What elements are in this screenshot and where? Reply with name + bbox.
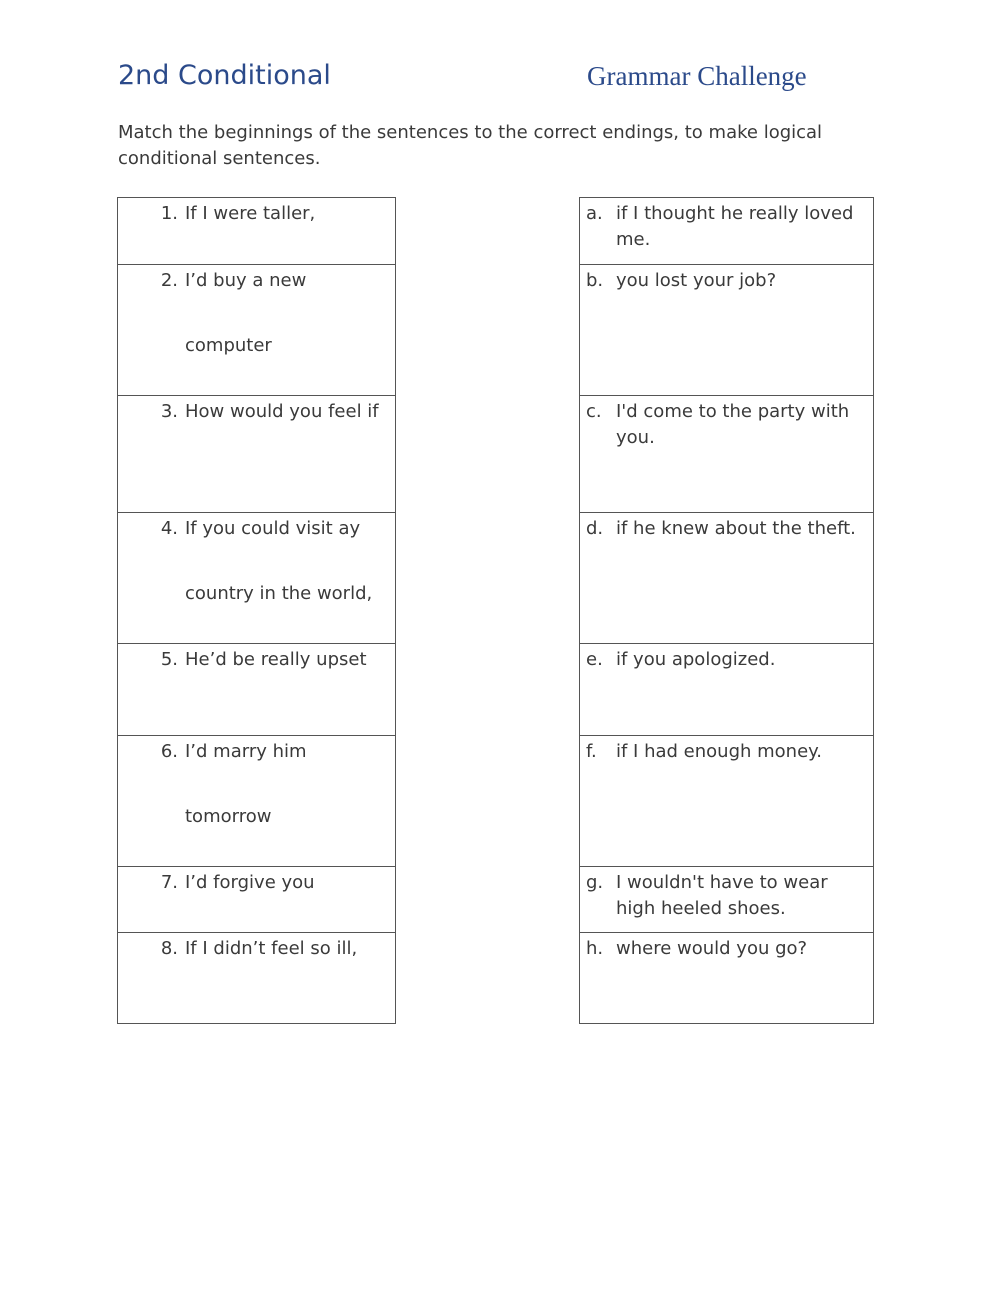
ending-cell-a[interactable] — [580, 198, 873, 264]
ending-text: I wouldn't have to wear high heeled shoes. — [616, 872, 828, 919]
ending-text: if I thought he really loved me. — [616, 203, 854, 250]
beginning-text: If I didn’t feel so ill, — [185, 938, 358, 959]
ending-cell-c[interactable] — [580, 395, 873, 512]
beginning-text: I’d buy a new computer — [185, 270, 307, 356]
beginning-text: If I were taller, — [185, 203, 316, 224]
ending-text: where would you go? — [616, 938, 808, 959]
beginning-cell-8[interactable] — [118, 932, 395, 1023]
beginning-text: He’d be really upset — [185, 649, 367, 670]
ending-text: I'd come to the party with you. — [616, 401, 850, 448]
endings-table — [579, 197, 874, 1024]
beginning-text: I’d forgive you — [185, 872, 315, 893]
beginning-cell-2[interactable] — [118, 264, 395, 395]
beginning-number: 1. — [160, 203, 178, 224]
ending-letter: c. — [586, 401, 602, 422]
beginnings-table — [117, 197, 396, 1024]
ending-cell-g[interactable] — [580, 866, 873, 932]
ending-letter: a. — [586, 203, 603, 224]
ending-cell-f[interactable] — [580, 735, 873, 866]
beginning-number: 2. — [160, 270, 178, 291]
ending-text: if I had enough money. — [616, 741, 822, 762]
ending-letter: b. — [586, 270, 604, 291]
beginning-text: I’d marry him tomorrow — [185, 741, 307, 827]
ending-text: you lost your job? — [616, 270, 777, 291]
ending-text: if you apologized. — [616, 649, 776, 670]
ending-cell-e[interactable] — [580, 643, 873, 735]
ending-letter: g. — [586, 872, 604, 893]
beginning-cell-5[interactable] — [118, 643, 395, 735]
ending-letter: e. — [586, 649, 603, 670]
ending-letter: f. — [586, 741, 597, 762]
beginning-cell-6[interactable] — [118, 735, 395, 866]
ending-letter: d. — [586, 518, 604, 539]
instructions-text: Match the beginnings of the sentences to the correct endings, to make logical conditional sentences. — [118, 122, 823, 169]
ending-cell-d[interactable] — [580, 512, 873, 643]
beginning-cell-7[interactable] — [118, 866, 395, 932]
beginning-cell-3[interactable] — [118, 395, 395, 512]
beginning-number: 5. — [160, 649, 178, 670]
ending-letter: h. — [586, 938, 604, 959]
ending-text: if he knew about the theft. — [616, 518, 856, 539]
beginning-cell-4[interactable] — [118, 512, 395, 643]
ending-cell-b[interactable] — [580, 264, 873, 395]
beginning-number: 6. — [160, 741, 178, 762]
beginning-cell-1[interactable] — [118, 198, 395, 264]
beginning-number: 3. — [160, 401, 178, 422]
ending-cell-h[interactable] — [580, 932, 873, 1023]
beginning-number: 8. — [160, 938, 178, 959]
beginning-number: 7. — [160, 872, 178, 893]
beginning-text: If you could visit ay country in the world, — [185, 518, 373, 604]
worksheet-subtitle: Grammar Challenge — [587, 61, 807, 91]
beginning-text: How would you feel if — [185, 401, 379, 422]
worksheet-title: 2nd Conditional — [118, 60, 331, 91]
beginning-number: 4. — [160, 518, 178, 539]
